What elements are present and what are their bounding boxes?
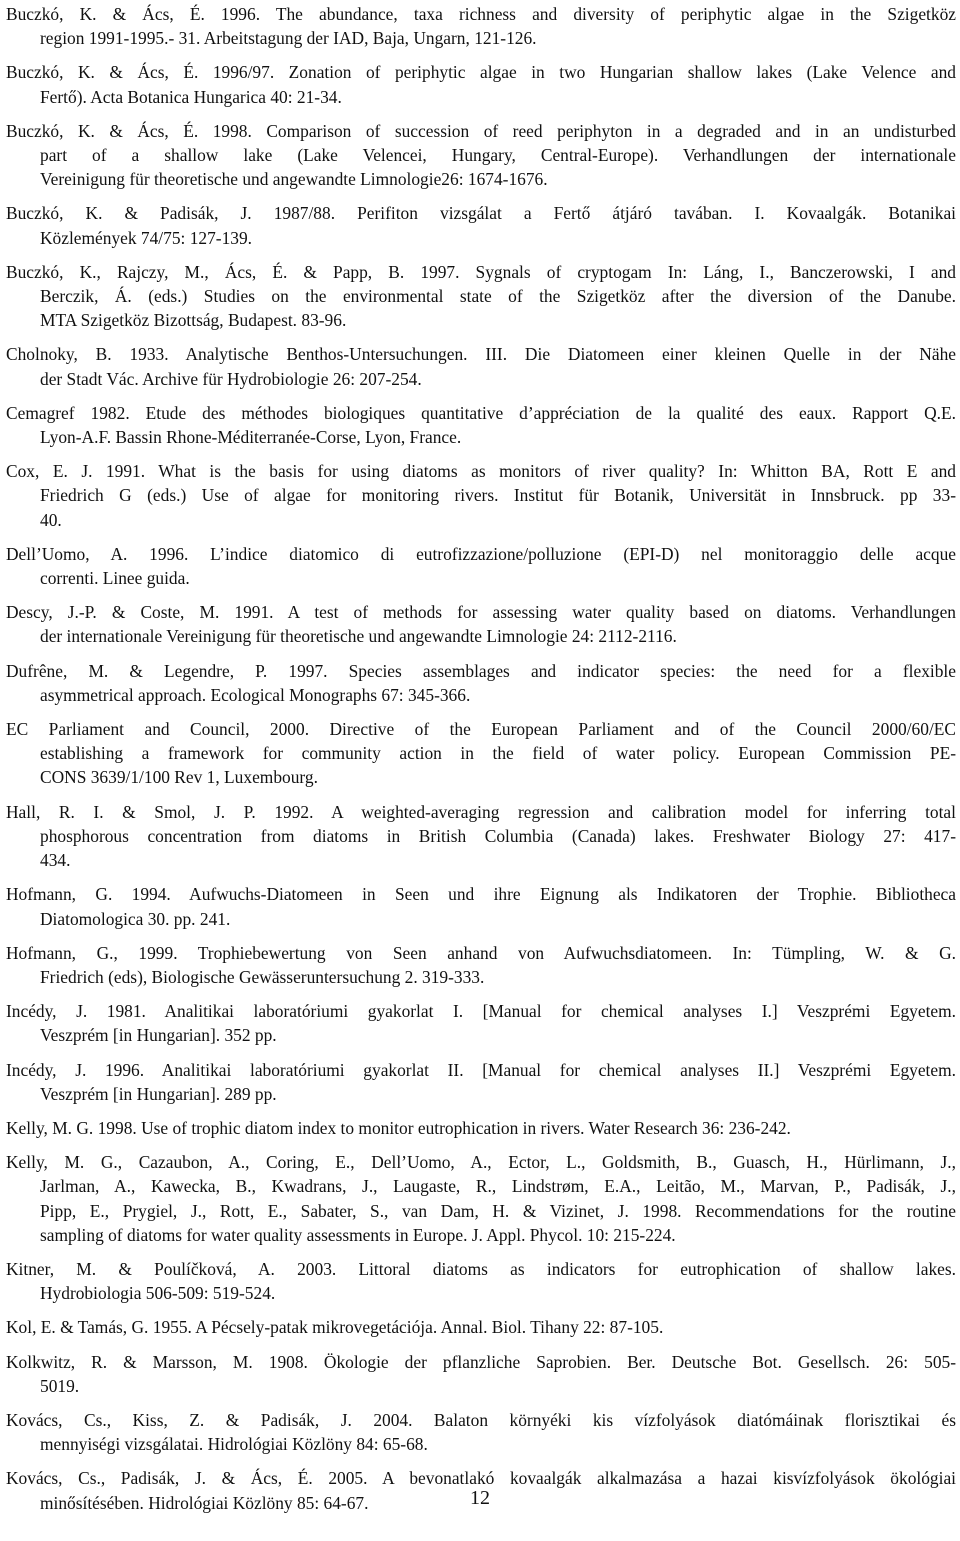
reference-first-line: Buczkó, K., Rajczy, M., Ács, É. & Papp, B. 1997. Sygnals of cryptogam In: Láng, I., Banczerowski, I and [6,261,956,282]
reference-entry [6,260,956,333]
reference-entry [6,401,956,449]
reference-continuation-line: Berczik, Á. (eds.) Studies on the environmental state of the Szigetköz after the diversion of the Danube. [40,286,956,307]
reference-entry [6,1150,956,1247]
reference-continuation-line: Diatomologica 30. pp. 241. [40,908,231,929]
reference-entry [6,1058,956,1106]
reference-first-line: Incédy, J. 1996. Analitikai laboratóriumi gyakorlat II. [Manual for chemical analyses II.] Veszprémi Egyetem. [6,1059,956,1080]
reference-entry [6,1257,956,1305]
reference-first-line: Cholnoky, B. 1933. Analytische Benthos-Untersuchungen. III. Die Diatomeen einer kleinen Quelle in der Nähe [6,344,956,365]
reference-entry [6,659,956,707]
reference-entry [6,1116,956,1140]
reference-continuation-line: Közlemények 74/75: 127-139. [40,227,253,248]
reference-entry [6,800,956,873]
reference-continuation-line: Hydrobiologia 506-509: 519-524. [40,1283,276,1304]
reference-entry [6,459,956,532]
reference-continuation-line: region 1991-1995.- 31. Arbeitstagung der IAD, Baja, Ungarn, 121-126. [40,28,537,49]
reference-entry [6,2,956,50]
reference-first-line: Kitner, M. & Poulíčková, A. 2003. Littoral diatoms as indicators for eutrophication of shallow lakes. [6,1258,956,1279]
page-number: 12 [470,1487,490,1509]
reference-continuation-line: correnti. Linee guida. [40,568,190,589]
reference-entry [6,542,956,590]
reference-continuation-line: sampling of diatoms for water quality assessments in Europe. J. Appl. Phycol. 10: 215-224. [40,1224,676,1245]
reference-first-line: Incédy, J. 1981. Analitikai laboratóriumi gyakorlat I. [Manual for chemical analyses I.] Veszprémi Egyetem. [6,1001,956,1022]
reference-continuation-line: Friedrich (eds), Biologische Gewässeruntersuchung 2. 319-333. [40,966,485,987]
reference-first-line: Kovács, Cs., Kiss, Z. & Padisák, J. 2004. Balaton környéki kis vízfolyások diatómáinak florisztikai és [6,1409,956,1430]
reference-first-line: Buczkó, K. & Ács, É. 1996/97. Zonation of periphytic algae in two Hungarian shallow lakes (Lake Velence and [6,62,956,83]
reference-list [6,2,956,1515]
reference-first-line: Descy, J.-P. & Coste, M. 1991. A test of methods for assessing water quality based on diatoms. Verhandlungen [6,602,956,623]
reference-continuation-line: Pipp, E., Prygiel, J., Rott, E., Sabater, S., van Dam, H. & Vizinet, J. 1998. Recommendations for the routine [40,1200,956,1221]
reference-first-line: EC Parliament and Council, 2000. Directive of the European Parliament and of the Council 2000/60/EC [6,719,956,740]
reference-first-line: Cox, E. J. 1991. What is the basis for using diatoms as monitors of river quality? In: Whitton BA, Rott E and [6,461,956,482]
reference-continuation-line: MTA Szigetköz Bizottság, Budapest. 83-96. [40,310,347,331]
reference-entry [6,600,956,648]
reference-continuation-line: minősítésében. Hidrológiai Közlöny 85: 64-67. [40,1492,369,1513]
reference-continuation-line: Veszprém [in Hungarian]. 289 pp. [40,1083,277,1104]
reference-continuation-line: establishing a framework for community action in the field of water policy. European Commission PE- [40,743,956,764]
reference-continuation-line: 434. [40,850,71,871]
reference-first-line: Kelly, M. G. 1998. Use of trophic diatom index to monitor eutrophication in rivers. Water Research 36: 236-242. [6,1117,791,1138]
reference-continuation-line: Jarlman, A., Kawecka, B., Kwadrans, J., Laugaste, R., Lindstrøm, E.A., Leitão, M., Marvan, P., Padisák, J., [40,1176,956,1197]
reference-first-line: Buczkó, K. & Padisák, J. 1987/88. Perifiton vizsgálat a Fertő átjáró tavában. I. Kovaalgák. Botanikai [6,203,956,224]
reference-first-line: Dell’Uomo, A. 1996. L’indice diatomico di eutrofizzazione/polluzione (EPI-D) nel monitoraggio delle acque [6,543,956,564]
reference-continuation-line: Veszprém [in Hungarian]. 352 pp. [40,1025,277,1046]
reference-continuation-line: Fertő). Acta Botanica Hungarica 40: 21-34. [40,86,342,107]
reference-continuation-line: asymmetrical approach. Ecological Monographs 67: 345-366. [40,684,471,705]
reference-continuation-line: 5019. [40,1375,80,1396]
reference-first-line: Hofmann, G., 1999. Trophiebewertung von Seen anhand von Aufwuchsdiatomeen. In: Tümpling, W. & G. [6,942,956,963]
reference-entry [6,342,956,390]
reference-continuation-line: Vereinigung für theoretische und angewandte Limnologie26: 1674-1676. [40,169,548,190]
reference-continuation-line: CONS 3639/1/100 Rev 1, Luxembourg. [40,767,318,788]
reference-entry [6,60,956,108]
reference-entry [6,882,956,930]
reference-continuation-line: 40. [40,509,62,530]
reference-first-line: Kolkwitz, R. & Marsson, M. 1908. Ökologie der pflanzliche Saprobien. Ber. Deutsche Bot. Gesellsch. 26: 505- [6,1351,956,1372]
reference-continuation-line: Lyon-A.F. Bassin Rhone-Méditerranée-Corse, Lyon, France. [40,427,462,448]
reference-first-line: Kelly, M. G., Cazaubon, A., Coring, E., Dell’Uomo, A., Ector, L., Goldsmith, B., Guasch, H., Hürlimann, J., [6,1152,956,1173]
reference-continuation-line: phosphorous concentration from diatoms in British Columbia (Canada) lakes. Freshwater Biology 27: 417- [40,825,956,846]
reference-entry [6,1350,956,1398]
reference-first-line: Hall, R. I. & Smol, J. P. 1992. A weighted-averaging regression and calibration model for inferring total [6,801,956,822]
reference-continuation-line: Friedrich G (eds.) Use of algae for monitoring rivers. Institut für Botanik, Universität in Innsbruck. pp 33- [40,485,956,506]
reference-continuation-line: part of a shallow lake (Lake Velencei, Hungary, Central-Europe). Verhandlungen der internationale [40,145,956,166]
reference-entry [6,1408,956,1456]
reference-entry [6,717,956,790]
reference-entry [6,999,956,1047]
reference-first-line: Buczkó, K. & Ács, É. 1998. Comparison of succession of reed periphyton in a degraded and in an undisturbed [6,120,956,141]
reference-entry [6,201,956,249]
reference-first-line: Cemagref 1982. Etude des méthodes biologiques quantitative d’appréciation de la qualité des eaux. Rapport Q.E. [6,402,956,423]
reference-continuation-line: der internationale Vereinigung für theoretische und angewandte Limnologie 24: 2112-2116. [40,626,677,647]
reference-entry [6,119,956,192]
reference-continuation-line: mennyiségi vizsgálatai. Hidrológiai Közlöny 84: 65-68. [40,1434,428,1455]
reference-first-line: Buczkó, K. & Ács, É. 1996. The abundance, taxa richness and diversity of periphytic algae in the Szigetköz [6,4,956,24]
reference-first-line: Hofmann, G. 1994. Aufwuchs-Diatomeen in Seen und ihre Eignung als Indikatoren der Trophie. Bibliotheca [6,884,956,905]
reference-continuation-line: der Stadt Vác. Archive für Hydrobiologie 26: 207-254. [40,368,422,389]
reference-first-line: Kol, E. & Tamás, G. 1955. A Pécsely-patak mikrovegetációja. Annal. Biol. Tihany 22: 87-105. [6,1317,664,1338]
reference-entry [6,1315,956,1339]
reference-entry [6,941,956,989]
reference-first-line: Dufrêne, M. & Legendre, P. 1997. Species assemblages and indicator species: the need for a flexible [6,660,956,681]
reference-first-line: Kovács, Cs., Padisák, J. & Ács, É. 2005. A bevonatlakó kovaalgák alkalmazása a hazai kisvízfolyások ökológiai [6,1468,956,1489]
